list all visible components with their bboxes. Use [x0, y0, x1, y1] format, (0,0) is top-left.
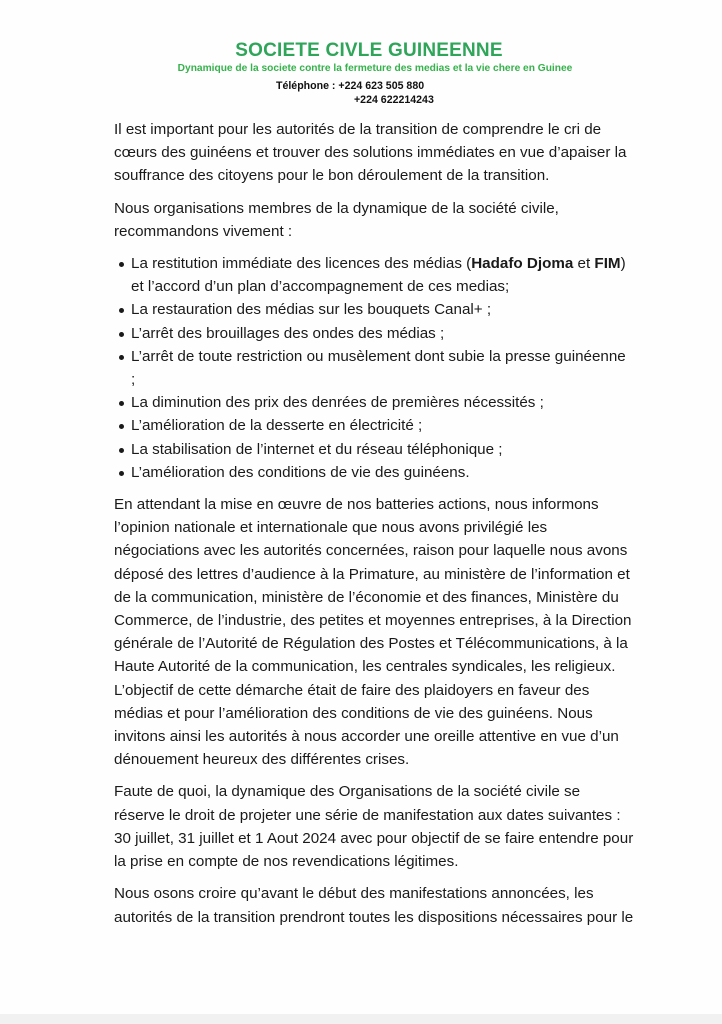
document-body [114, 118, 634, 938]
list-item [114, 391, 634, 414]
phone-line-2: +224 622214243 [354, 94, 434, 106]
contact-phones [276, 79, 434, 107]
letterhead [0, 40, 722, 75]
paragraph-negotiations: En attendant la mise en œuvre de nos batteries actions, nous informons l’opinion nationale et internationale que nous avons privilégié les négociations avec les autorités concernées, raison pour laquelle nous avons déposé des lettres d’audience à la Primature, au ministère de l’information et de la communication, ministère de l’économie et des finances, Ministère du Commerce, de l’industrie, des petites et moyennes entreprises, à la Direction générale de l’Autorité de Régulation des Postes et Télécommunications, à la Haute Autorité de la communication, les centrales syndicales, les religieux. L’objectif de cette démarche était de faire des plaidoyers en faveur des médias et pour l’amélioration des conditions de vie des guinéens. Nous invitons ainsi les autorités à nous accorder une oreille attentive en vue d’un dénouement heureux des différentes crises. [114, 496, 632, 769]
bullet-icon [119, 262, 124, 267]
bullet-icon [119, 448, 124, 453]
list-item [114, 414, 634, 437]
bullet-icon [119, 471, 124, 476]
list-item-text: L’arrêt des brouillages des ondes des médias ; [131, 324, 445, 342]
recommendations-list [114, 252, 634, 484]
list-item-text: L’arrêt de toute restriction ou musèlement dont subie la presse guinéenne ; [131, 347, 626, 389]
bullet-icon [119, 355, 124, 360]
paragraph-intro: Il est important pour les autorités de la transition de comprendre le cri de cœurs des guinéens et trouver des solutions immédiates en vue d’apaiser la souffrance des citoyens pour le bon déroulement de la transition. [114, 121, 627, 185]
list-item [114, 322, 634, 345]
paragraph-protest-dates: Faute de quoi, la dynamique des Organisations de la société civile se réserve le droit de projeter une série de manifestation aux dates suivantes : 30 juillet, 31 juillet et 1 Aout 2024 avec pour objectif de se faire entendre pour la prise en compte de nos revendications légitimes. [114, 783, 634, 871]
phone-line-1: Téléphone : +224 623 505 880 [276, 80, 425, 92]
media-name-fim: FIM [594, 255, 621, 273]
list-item-text-pre: La restitution immédiate des licences des médias ( [131, 255, 472, 273]
list-item [114, 461, 634, 484]
bullet-icon [119, 401, 124, 406]
list-item-text-post: ) et l’accord d’un plan d’accompagnement de ces medias; [131, 255, 626, 296]
list-item [114, 345, 634, 391]
list-item-text: La diminution des prix des denrées de premières nécessités ; [131, 394, 544, 412]
paragraph-closing: Nous osons croire qu’avant le début des manifestations annoncées, les autorités de la transition prendront toutes les dispositions nécessaires pour le [114, 885, 634, 926]
list-item-text: L’amélioration des conditions de vie des guinéens. [131, 463, 470, 481]
list-item-text: La restauration des médias sur les bouquets Canal+ ; [131, 301, 492, 319]
list-item-text: L’amélioration de la desserte en électricité ; [131, 417, 423, 435]
list-item-text: La stabilisation de l’internet et du réseau téléphonique ; [131, 440, 503, 458]
bullet-icon [119, 424, 124, 429]
media-name-hadafo-djoma: Hadafo Djoma [471, 255, 574, 273]
organization-subtitle: Dynamique de la societe contre la fermeture des medias et la vie chere en Guinee [177, 63, 573, 74]
paragraph-recommendations-intro: Nous organisations membres de la dynamique de la société civile, recommandons vivement : [114, 199, 559, 240]
page-bottom-edge [0, 1014, 722, 1024]
organization-title: SOCIETE CIVLE GUINEENNE [235, 40, 503, 61]
list-item [114, 438, 634, 461]
list-item [114, 252, 634, 298]
bullet-icon [119, 308, 124, 313]
list-item-text-mid: et [573, 255, 595, 273]
bullet-icon [119, 332, 124, 337]
list-item [114, 298, 634, 321]
